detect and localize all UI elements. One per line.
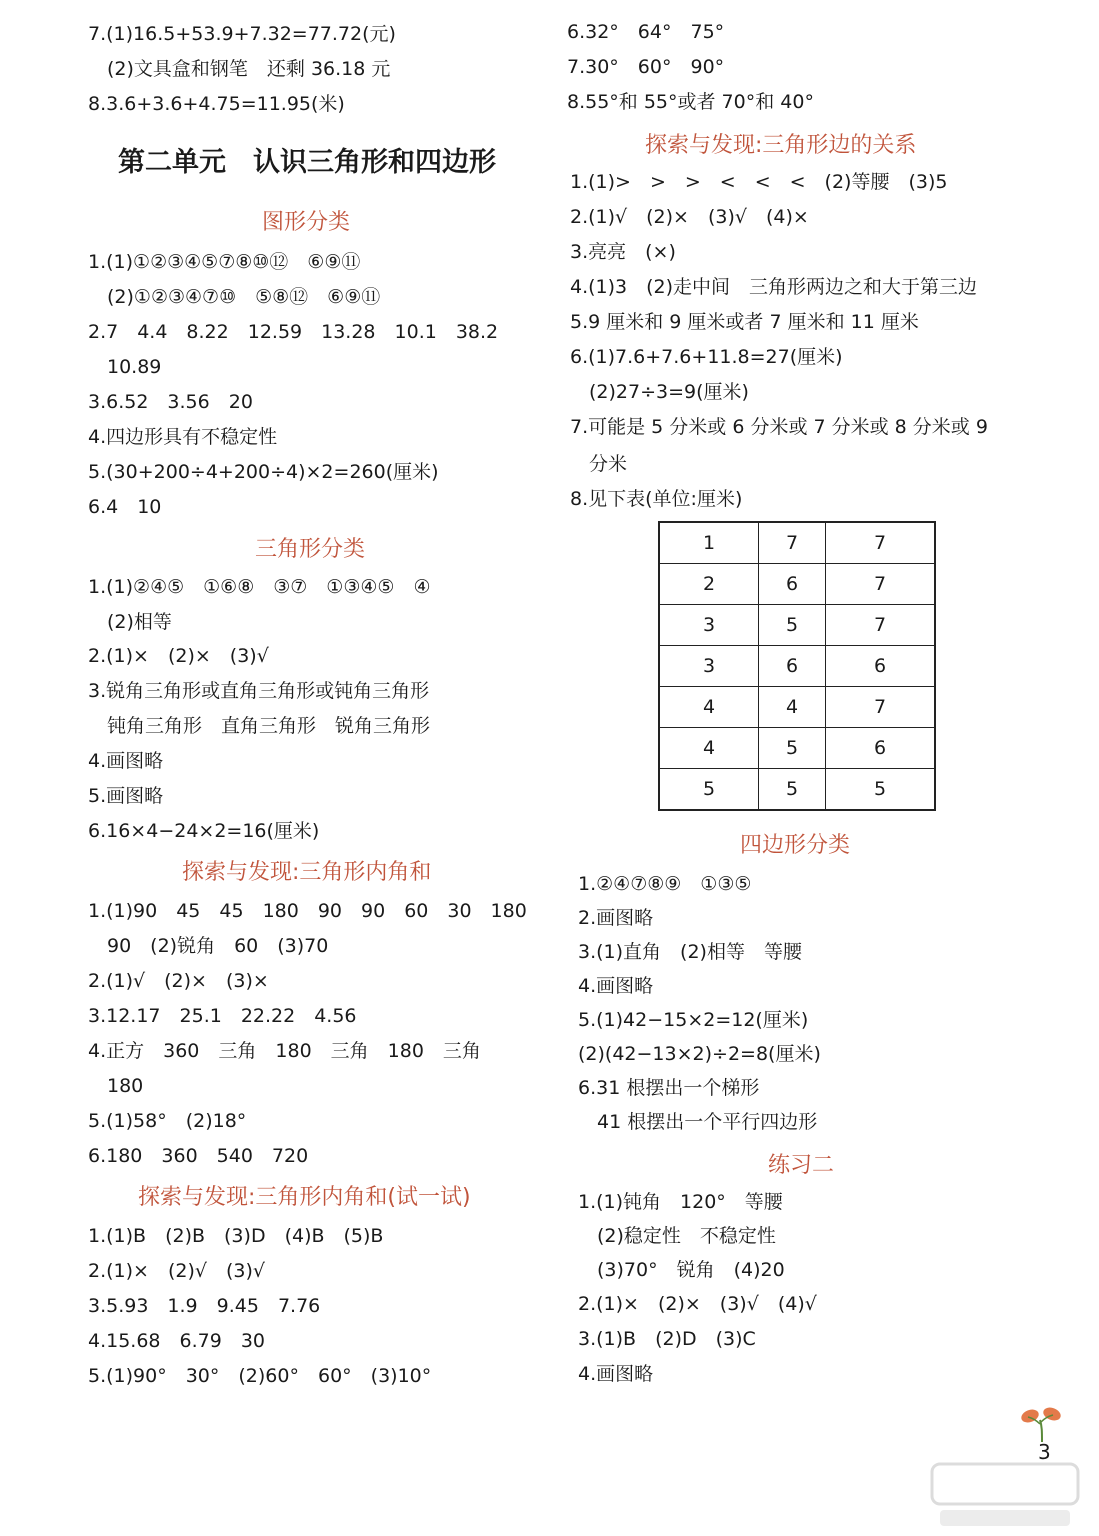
answer-line: 3.亮亮 (×)	[570, 241, 676, 263]
answer-line: 2.(1)√ (2)× (3)√ (4)×	[570, 206, 809, 228]
answer-line: 1.(1)90 45 45 180 90 90 60 30 180	[88, 900, 527, 922]
answer-line: 1.(1)钝角 120° 等腰	[578, 1191, 783, 1213]
answer-line: (3)70° 锐角 (4)20	[578, 1259, 785, 1281]
table-cell: 3	[659, 605, 759, 646]
answer-line: 5.(1)90° 30° (2)60° 60° (3)10°	[88, 1365, 432, 1387]
answer-line: (2)(42−13×2)÷2=8(厘米)	[578, 1043, 821, 1065]
answer-line: 4.画图略	[578, 975, 654, 997]
answer-line: 6.16×4−24×2=16(厘米)	[88, 820, 320, 842]
answer-line: 6.31 根摆出一个梯形	[578, 1077, 760, 1099]
table-cell: 7	[826, 605, 936, 646]
table-cell: 5	[759, 605, 826, 646]
answer-line: 8.见下表(单位:厘米)	[570, 488, 743, 510]
table-cell: 2	[659, 564, 759, 605]
table-cell: 4	[759, 687, 826, 728]
side-length-table	[658, 521, 936, 811]
answer-line: 6.32° 64° 75°	[567, 21, 725, 43]
table-row	[659, 687, 935, 728]
answer-line: (2)文具盒和钢笔 还剩 36.18 元	[88, 58, 391, 80]
table-cell: 5	[759, 769, 826, 811]
answer-line: 5.画图略	[88, 785, 164, 807]
unit-title: 第二单元 认识三角形和四边形	[118, 147, 496, 178]
table-cell: 6	[826, 728, 936, 769]
section-title-figure-classification: 图形分类	[262, 210, 351, 235]
table-cell: 5	[826, 769, 936, 811]
table-cell: 5	[659, 769, 759, 811]
answer-line: 5.(30+200÷4+200÷4)×2=260(厘米)	[88, 461, 439, 483]
section-title-exercise-two: 练习二	[768, 1153, 835, 1178]
section-title-interior-angles: 探索与发现:三角形内角和	[182, 860, 432, 885]
answer-line: 6.180 360 540 720	[88, 1145, 309, 1167]
table-cell: 4	[659, 687, 759, 728]
table-row	[659, 605, 935, 646]
answer-line: 8.3.6+3.6+4.75=11.95(米)	[88, 93, 345, 115]
answer-line: 钝角三角形 直角三角形 锐角三角形	[88, 715, 431, 737]
answer-line: 3.6.52 3.56 20	[88, 391, 253, 413]
answer-line: 1.②④⑦⑧⑨ ①③⑤	[578, 873, 752, 895]
section-title-side-relation: 探索与发现:三角形边的关系	[645, 133, 917, 158]
answer-line: 5.(1)58° (2)18°	[88, 1110, 247, 1132]
answer-line: (2)稳定性 不稳定性	[578, 1225, 776, 1247]
table-cell: 7	[826, 522, 936, 564]
answer-line: 3.12.17 25.1 22.22 4.56	[88, 1005, 357, 1027]
answer-line: 分米	[570, 453, 628, 475]
answer-line: 1.(1)②④⑤ ①⑥⑧ ③⑦ ①③④⑤ ④	[88, 576, 431, 598]
table-cell: 5	[759, 728, 826, 769]
section-title-interior-angles-try: 探索与发现:三角形内角和(试一试)	[138, 1185, 471, 1210]
answer-line: 2.(1)× (2)√ (3)√	[88, 1260, 266, 1282]
table-cell: 6	[826, 646, 936, 687]
page-number: 3	[1038, 1440, 1051, 1464]
answer-line: 180	[88, 1075, 144, 1097]
answer-line: 10.89	[88, 356, 162, 378]
answer-line: 3.锐角三角形或直角三角形或钝角三角形	[88, 680, 430, 702]
answer-line: 1.(1)> > > < < < (2)等腰 (3)5	[570, 171, 948, 193]
answer-line: 7.(1)16.5+53.9+7.32=77.72(元)	[88, 23, 396, 45]
section-title-quadrilateral-classification: 四边形分类	[740, 833, 851, 858]
answer-line: 1.(1)①②③④⑤⑦⑧⑩⑫ ⑥⑨⑪	[88, 251, 361, 273]
table-cell: 6	[759, 646, 826, 687]
table-row	[659, 522, 935, 564]
answer-line: 2.画图略	[578, 907, 654, 929]
answer-line: 7.30° 60° 90°	[567, 56, 725, 78]
answer-line: 2.(1)× (2)× (3)√ (4)√	[578, 1293, 817, 1315]
table-cell: 1	[659, 522, 759, 564]
answer-line: (2)27÷3=9(厘米)	[570, 381, 749, 403]
table-cell: 3	[659, 646, 759, 687]
answer-line: 2.(1)× (2)× (3)√	[88, 645, 269, 667]
table-row	[659, 728, 935, 769]
table-cell: 6	[759, 564, 826, 605]
answer-line: 4.画图略	[88, 750, 164, 772]
answer-line: 90 (2)锐角 60 (3)70	[88, 935, 329, 957]
table-cell: 7	[759, 522, 826, 564]
answer-line: 4.(1)3 (2)走中间 三角形两边之和大于第三边	[570, 276, 978, 298]
answer-line: 1.(1)B (2)B (3)D (4)B (5)B	[88, 1225, 384, 1247]
sprout-icon	[1012, 1404, 1072, 1444]
table-cell: 4	[659, 728, 759, 769]
answer-line: 3.(1)B (2)D (3)C	[578, 1328, 756, 1350]
answer-line: 2.7 4.4 8.22 12.59 13.28 10.1 38.2	[88, 321, 499, 343]
table-row	[659, 769, 935, 811]
answer-line: 5.(1)42−15×2=12(厘米)	[578, 1009, 809, 1031]
answer-line: 8.55°和 55°或者 70°和 40°	[567, 91, 814, 113]
answer-line: (2)①②③④⑦⑩ ⑤⑧⑫ ⑥⑨⑪	[88, 286, 381, 308]
table-cell: 7	[826, 687, 936, 728]
table-cell: 7	[826, 564, 936, 605]
answer-line: 4.正方 360 三角 180 三角 180 三角	[88, 1040, 481, 1062]
answer-line: 2.(1)√ (2)× (3)×	[88, 970, 269, 992]
answer-line: 6.(1)7.6+7.6+11.8=27(厘米)	[570, 346, 843, 368]
answer-line: 6.4 10	[88, 496, 162, 518]
section-title-triangle-classification: 三角形分类	[255, 537, 366, 562]
answer-line: 4.15.68 6.79 30	[88, 1330, 266, 1352]
answer-line: 5.9 厘米和 9 厘米或者 7 厘米和 11 厘米	[570, 311, 919, 333]
table-row	[659, 646, 935, 687]
watermark-logo	[930, 1460, 1080, 1530]
answer-line: 7.可能是 5 分米或 6 分米或 7 分米或 8 分米或 9	[570, 416, 988, 438]
answer-line: 4.画图略	[578, 1363, 654, 1385]
answer-line: 41 根摆出一个平行四边形	[578, 1111, 818, 1133]
answer-line: 3.5.93 1.9 9.45 7.76	[88, 1295, 321, 1317]
table-row	[659, 564, 935, 605]
answer-line: 3.(1)直角 (2)相等 等腰	[578, 941, 802, 963]
answer-line: (2)相等	[88, 611, 172, 633]
answer-line: 4.四边形具有不稳定性	[88, 426, 278, 448]
